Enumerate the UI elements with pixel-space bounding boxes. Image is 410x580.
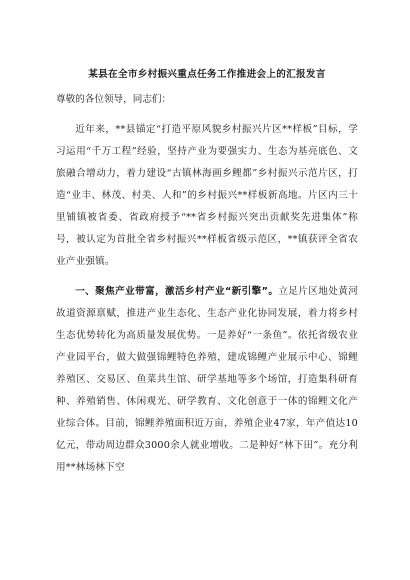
intro-paragraph: 近年来，**县锚定“打造平原风貌乡村振兴片区**样板”目标，学习运用“千万工程”经验，坚持产业为要强实力、生态为基亮底色、文旅融合增动力，着力建设“古镇林海画乡鲤都”乡村振兴示范片区，打造“业丰、林茂、村美、人和”的乡村振兴**样板新高地。片区内三十里铺镇被省委、省政府授予“**省乡村振兴突出贡献奖先进集体”称号，被认定为首批全省乡村振兴**样板省级示范区，**镇获评全省农业产业强镇。 — [56, 124, 358, 267]
document-title: 某县在全市乡村振兴重点任务工作推进会上的汇报发言 — [88, 69, 326, 80]
section-1-heading: 一、聚焦产业带富，激活乡村产业“新引擎”。 — [75, 286, 279, 297]
section-1-paragraph — [56, 281, 358, 479]
section-1-body: 立足片区地处黄河故道资源禀赋，推进产业生态化、生态产业化协同发展，着力将乡村生态优势转化为高质量发展优势。一是养好“一条鱼”。依托省级农业产业园平台，做大做强锦鲤特色养殖，建成锦鲤产业展示中心、锦鲤养殖区、交易区、鱼菜共生馆、研学基地等多个场馆，打造集科研育种、养殖销售、休闲观光、研学教育、文化创意于一体的锦鲤文化产业综合体。目前，锦鲤养殖面积近万亩，养殖企业47家，年产值达10亿元，带动周边群众3000余人就业增收。二是种好“林下田”。充分利用**林场林下空 — [56, 286, 359, 473]
salutation: 尊敬的各位领导，同志们： — [56, 94, 172, 105]
